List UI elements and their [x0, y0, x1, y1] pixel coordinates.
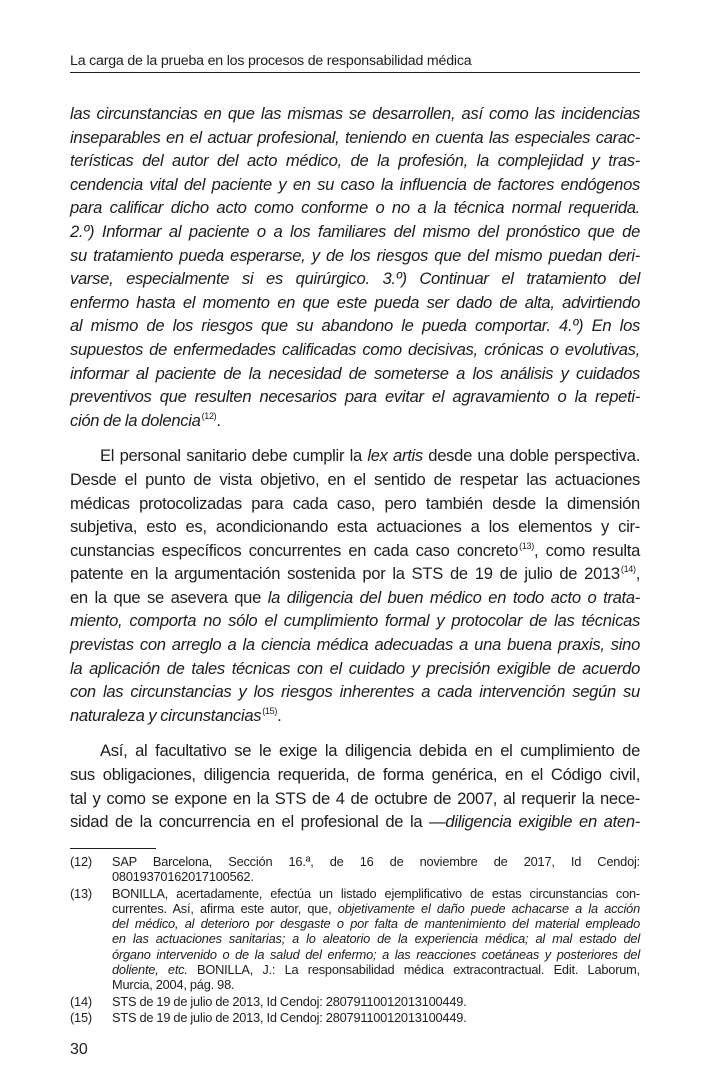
text-line: SAP Barcelona, Sección 16.ª, de 16 de noviembre de 2017, Id Cendoj:	[112, 853, 640, 869]
text-line	[112, 901, 640, 916]
text-line: Así, al facultativo se le exige la diligencia debida en el cumplimiento de	[100, 741, 640, 761]
paragraph-lex-artis	[70, 444, 640, 727]
text-line: cendencia vital del paciente y en su caso la influencia de factores endógenos	[70, 174, 640, 194]
text-fragment: , como resulta	[533, 540, 641, 560]
text-fragment: desde una doble perspectiva.	[422, 446, 641, 466]
text-line: su tratamiento pueda esperarse, y de los riesgos que del mismo puedan deri-	[70, 245, 640, 265]
footnote-15	[70, 1010, 640, 1025]
text-fragment: cunstancias específicos concurrentes en cada caso concreto	[70, 540, 519, 560]
text-line: miento, comporta no sólo el cumplimiento formal y protocolar de las técnicas	[70, 611, 640, 631]
quoted-text: doliente, etc.	[112, 961, 188, 977]
text-line: para calificar dicho acto como conforme o no a la técnica normal requerida.	[70, 198, 640, 218]
text-fragment: en la que se asevera que	[70, 587, 268, 607]
text-line: enfermo hasta el momento en que este pueda ser dado de alta, advirtiendo	[70, 292, 640, 312]
text-line: las circunstancias en que las mismas se desarrollen, así como las incidencias	[70, 104, 640, 123]
footnote-12	[70, 854, 640, 884]
page-number: 30	[70, 1040, 88, 1058]
footnote-ref-14[interactable]: (14)	[620, 564, 636, 575]
text-line: sus obligaciones, diligencia requerida, de forma genérica, en el Código civil,	[70, 765, 640, 785]
text-fragment: ción de la dolencia	[70, 410, 201, 430]
footnote-number: (13)	[70, 885, 92, 901]
footnote-text	[112, 1010, 640, 1025]
text-fragment: .	[277, 705, 282, 725]
text-line	[70, 562, 640, 586]
text-line: la aplicación de tales técnicas con el cuidado y precisión exigible de acuerdo	[70, 658, 640, 678]
text-line: subjetiva, esto es, acondicionando esta actuaciones a los elementos y cir-	[70, 517, 640, 537]
text-fragment: .	[216, 410, 221, 430]
text-line	[70, 704, 640, 728]
footnote-number: (14)	[70, 993, 92, 1009]
text-line: varse, especialmente si es quirúrgico. 3.º) Continuar el tratamiento del	[70, 269, 640, 289]
quoted-text: diligencia exigible en aten-	[445, 812, 641, 832]
text-fragment: BONILLA, J.: La responsabilidad médica extracontractual. Edit. Laborum,	[187, 961, 640, 977]
footnote-separator	[70, 848, 156, 849]
text-line: previstas con arreglo a la ciencia médica adecuadas a una buena praxis, sino	[70, 635, 640, 655]
text-line: médicas protocolizadas para cada caso, pero también desde la dimensión	[70, 493, 640, 513]
text-line	[70, 444, 640, 468]
running-header: La carga de la prueba en los procesos de responsabilidad médica	[70, 52, 640, 73]
text-line: al mismo de los riesgos que su abandono le pueda comportar. 4.º) En los	[70, 316, 640, 336]
text-line: STS de 19 de julio de 2013, Id Cendoj: 28079110012013100449.	[112, 993, 467, 1009]
text-fragment: naturaleza y circunstancias	[70, 705, 262, 725]
footnote-ref-15[interactable]: (15)	[262, 705, 278, 716]
text-line: informar al paciente de la necesidad de someterse a los análisis y cuidados	[70, 363, 640, 383]
text-line: Murcia, 2004, pág. 98.	[112, 976, 235, 992]
text-line: 2.º) Informar al paciente o a los familiares del mismo del pronóstico que de	[70, 221, 640, 241]
text-line	[70, 539, 640, 563]
footnote-number: (15)	[70, 1010, 92, 1026]
text-line	[70, 409, 640, 433]
text-line: órgano intervenido o de la salud del enfermo; a las reacciones coetáneas y posteriores del	[112, 946, 640, 962]
footnote-13	[70, 886, 640, 992]
text-fragment: El personal sanitario debe cumplir la	[100, 446, 368, 466]
text-line: preventivos que resulten necesarios para evitar el agravamiento o la repeti-	[70, 387, 640, 407]
quoted-text: la diligencia del buen médico en todo acto o trata-	[267, 587, 640, 607]
text-fragment: patente en la argumentación sostenida por la STS de 19 de julio de 2013	[70, 564, 620, 584]
paragraph-quoted-duties	[70, 102, 640, 432]
footnote-ref-12[interactable]: (12)	[201, 410, 217, 421]
text-line: inseparables en el actuar profesional, teniendo en cuenta las especiales carac-	[70, 127, 640, 147]
footnotes	[70, 854, 640, 1026]
text-line: BONILLA, acertadamente, efectúa un listado ejemplificativo de estas circunstancias con-	[112, 885, 640, 901]
footnote-ref-13[interactable]: (13)	[519, 540, 534, 551]
text-line: supuestos de enfermedades calificadas como decisivas, crónicas o evolutivas,	[70, 339, 640, 359]
text-line: terísticas del autor del acto médico, de la profesión, la complejidad y tras-	[70, 151, 640, 171]
quoted-text: objetivamente el daño puede achacarse a la acción	[337, 900, 640, 916]
emphasis-lex-artis: lex artis	[367, 446, 423, 466]
text-line: Desde el punto de vista objetivo, en el sentido de respetar las actuaciones	[70, 469, 640, 489]
text-fragment: ,	[635, 564, 640, 584]
paragraph-diligencia	[70, 739, 640, 833]
footnote-text	[112, 854, 640, 884]
text-line	[70, 586, 640, 610]
text-line: tal y como se expone en la STS de 4 de octubre de 2007, al requerir la nece-	[70, 788, 640, 808]
text-line	[112, 962, 640, 977]
text-line: en las actuaciones sanitarias; a lo aleatorio de la experiencia médica; al mal estado del	[112, 931, 640, 947]
text-fragment: sidad de la concurrencia en el profesional de la —	[70, 812, 446, 832]
text-line: con las circunstancias y los riesgos inherentes a cada intervención según su	[70, 682, 640, 702]
footnote-number: (12)	[70, 853, 92, 869]
footnote-text	[112, 886, 640, 992]
text-line: 08019370162017100562.	[112, 869, 254, 885]
text-line	[70, 810, 640, 834]
body-text	[70, 102, 640, 834]
text-line: STS de 19 de julio de 2013, Id Cendoj: 28079110012013100449.	[112, 1010, 467, 1026]
text-line: del médico, al deterioro por desgaste o por falta de mantenimiento del material empleado	[112, 916, 640, 932]
text-fragment: currentes. Así, afirma este autor, que,	[112, 900, 338, 916]
